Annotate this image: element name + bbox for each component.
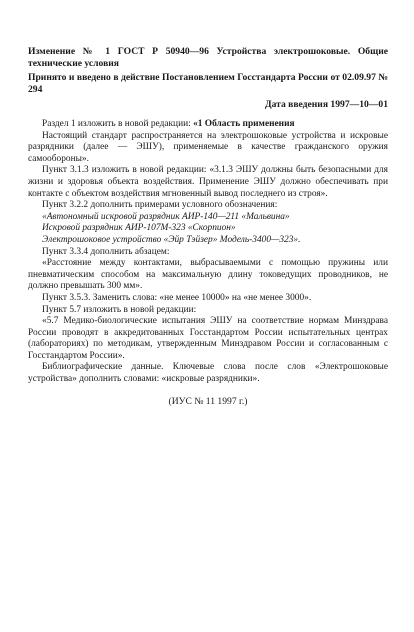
section-1-heading: «1 Область применения: [193, 119, 295, 129]
paragraph-3-3-4: Пункт 3.3.4 дополнить абзацем:: [42, 246, 170, 257]
introduction-date: Дата введения 1997—10—01: [265, 99, 388, 110]
paragraph-5-7-text: «5.7 Медико-биологические испытания ЭШУ на соответствие нормам Минздрава России проводят в аккредитованных Госстандартом России испытательных центрах (лабораториях) по методикам, утвержденным Минздравом России и согласованным с Госстандартом России».: [28, 316, 388, 361]
source-reference: (ИУС № 11 1997 г.): [168, 395, 248, 407]
acceptance-line: Принято и введено в действие Постановлением Госстандарта России от 02.09.97 № 294: [28, 72, 388, 95]
paragraph-section-1-lead: Раздел 1 изложить в новой редакции:: [42, 119, 194, 129]
paragraph-contact-distance: «Расстояние между контактами, выбрасываемыми с помощью пружины или пневматическим способом на максимальную длину токоведущих проводников, не должно превышать 300 мм».: [28, 258, 388, 292]
amendment-title: Изменение № 1 ГОСТ Р 50940—96 Устройства электрошоковые. Общие технические условия: [28, 46, 388, 69]
paragraph-section-1: [28, 119, 388, 131]
document-content: [28, 46, 388, 408]
paragraph-3-5-3: Пункт 3.5.3. Заменить слова: «не менее 10000» на «не менее 3000».: [42, 292, 312, 303]
paragraph-scope: Настоящий стандарт распространяется на электрошоковые устройства и искровые разрядники (далее — ЭШУ), применяемые в качестве гражданского оружия самообороны».: [28, 130, 388, 164]
paragraph-bibliography: Библиографические данные. Ключевые слова после слов «Электрошоковые устройства» дополнить словами: «искровые разрядники».: [28, 362, 388, 385]
example-designation-1: «Автономный искровой разрядник АИР-140—211 «Мальвина»: [42, 211, 290, 222]
amendment-body: [28, 119, 388, 386]
paragraph-5-7: Пункт 5.7 изложить в новой редакции:: [42, 304, 197, 315]
paragraph-3-1-3: Пункт 3.1.3 изложить в новой редакции: «3.1.3 ЭШУ должны быть безопасными для жизни и здоровья объекта воздействия. Применение ЭШУ должно обеспечивать при контакте с объектом воздействия мгновенный вывод последнего из строя».: [28, 165, 388, 199]
example-designation-2: Искровой разрядник АИР-107М-323 «Скорпион»: [42, 223, 236, 234]
paragraph-3-2-2: Пункт 3.2.2 дополнить примерами условного обозначения:: [42, 200, 278, 211]
example-designation-3: Электрошоковое устройство «Эйр Тэйзер» Модель-3400—323».: [42, 234, 301, 245]
